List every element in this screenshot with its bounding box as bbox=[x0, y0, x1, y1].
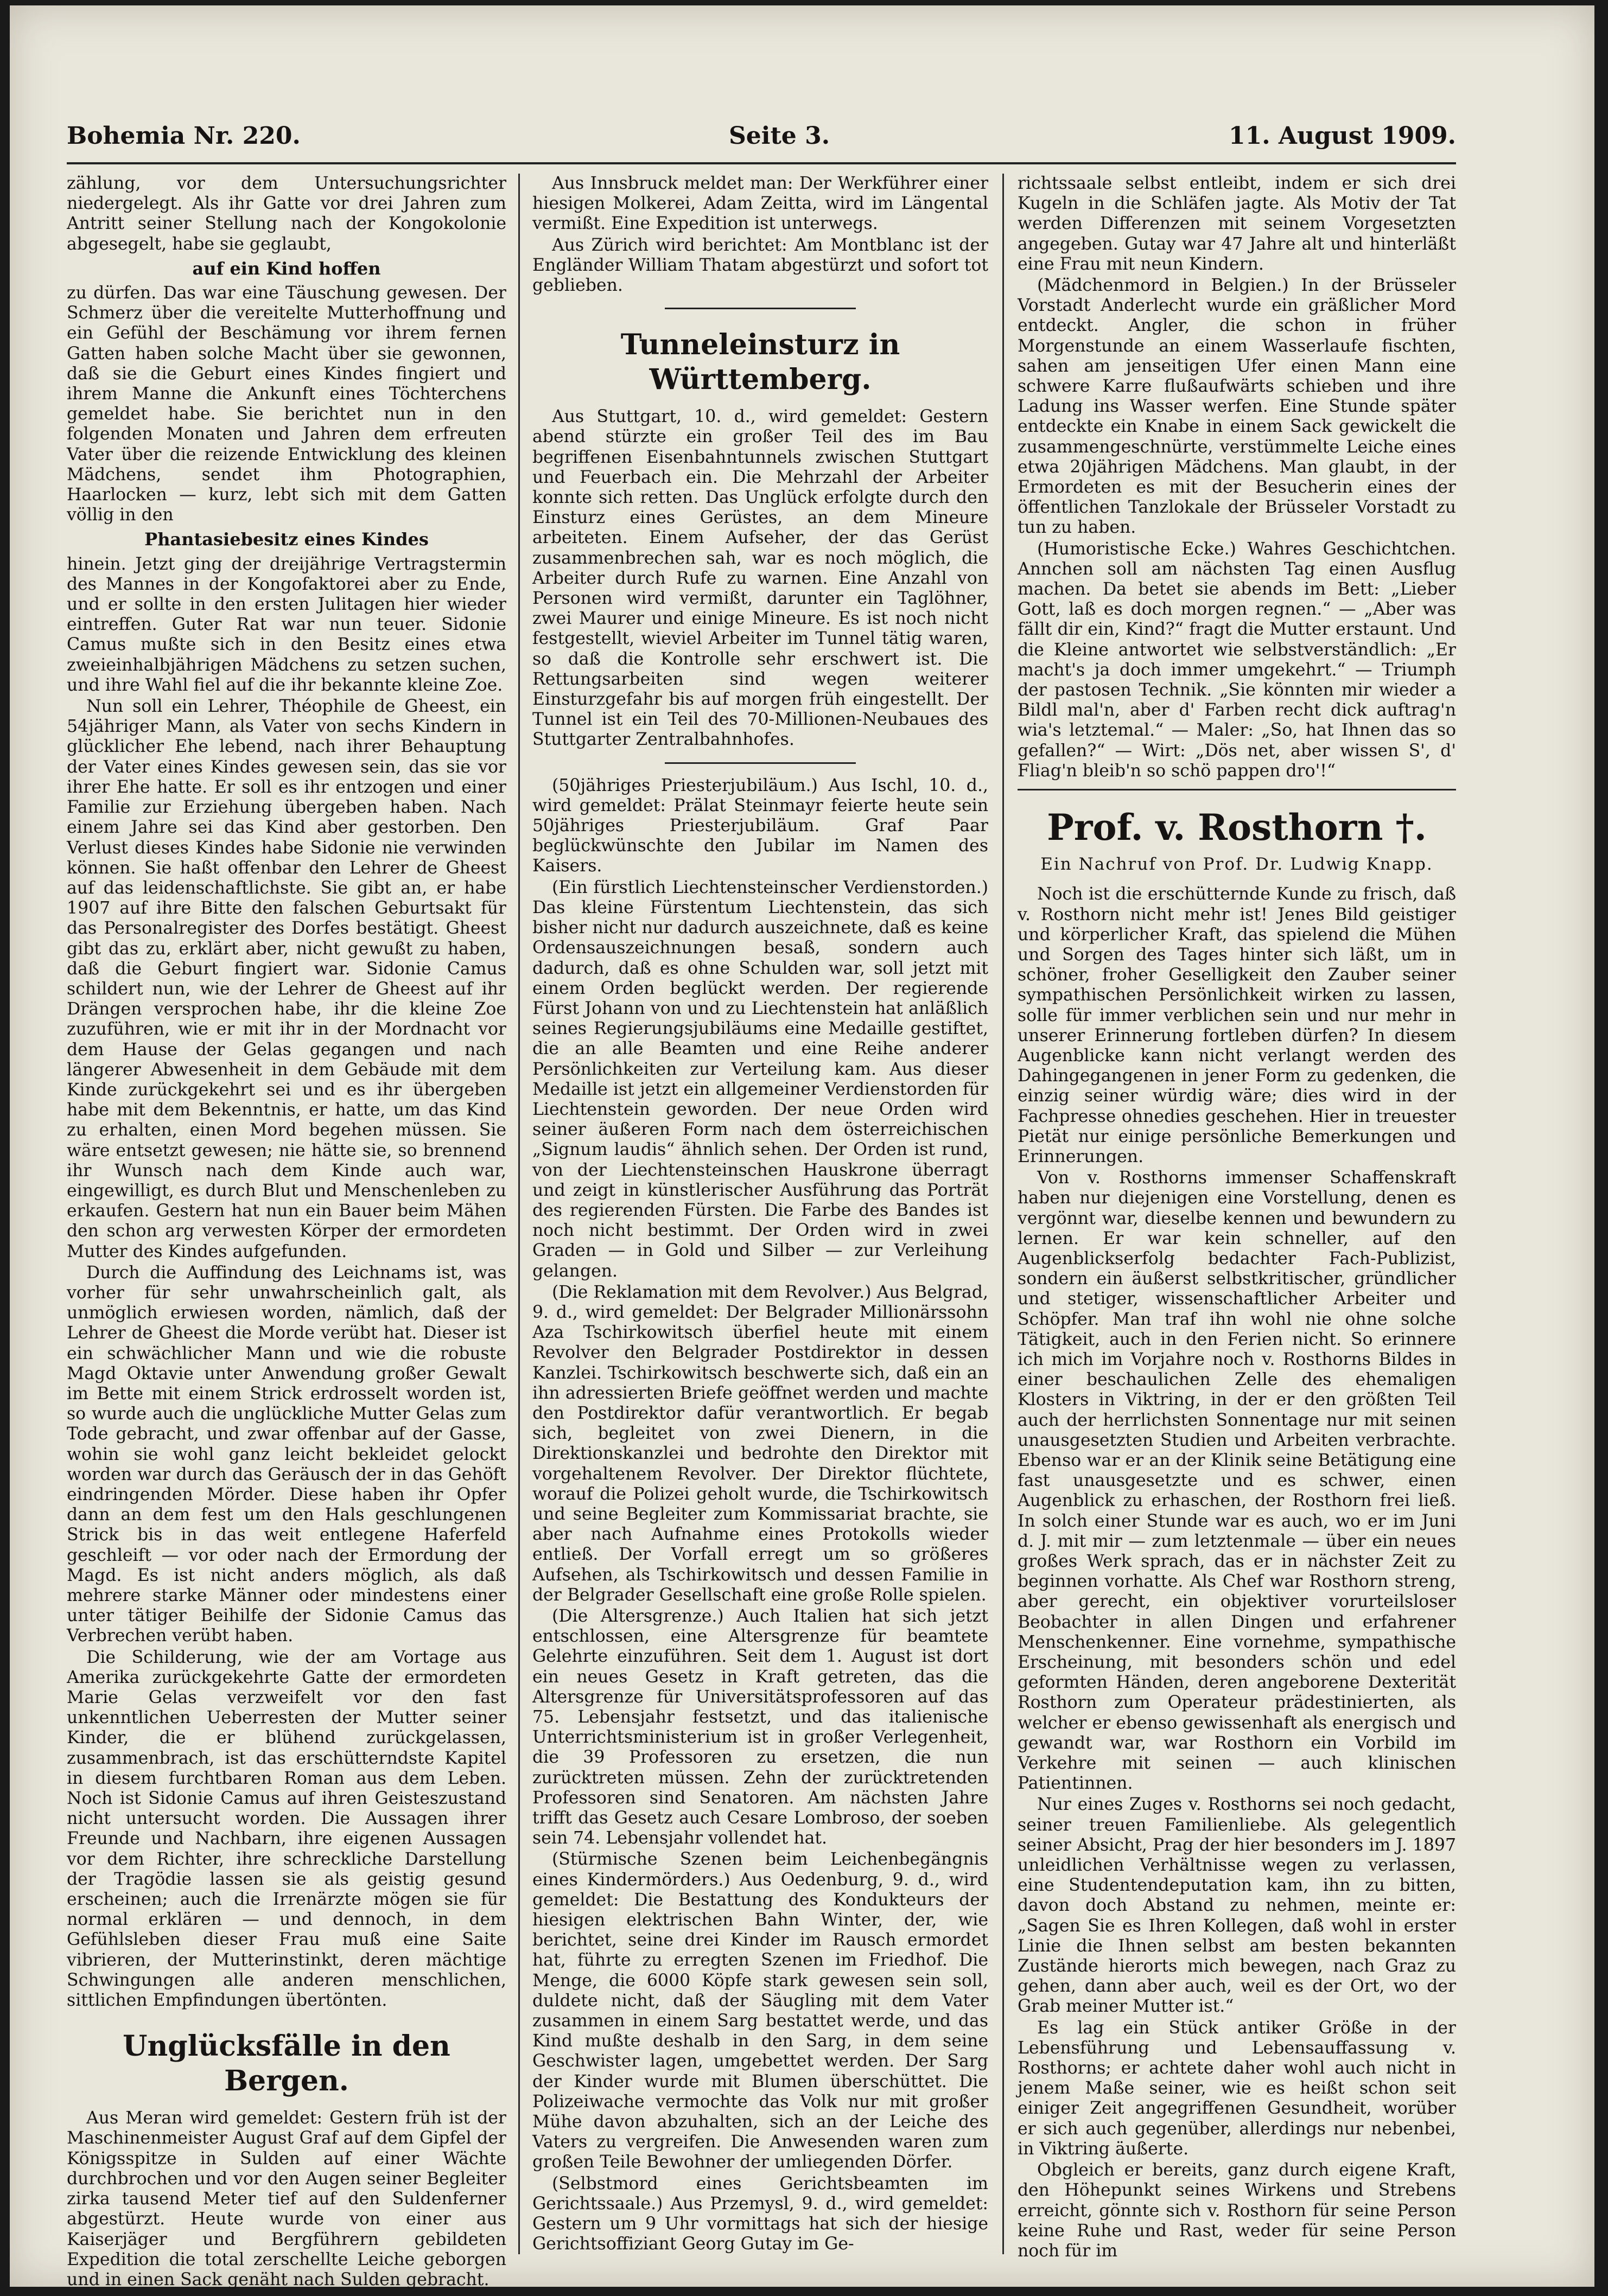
header-page-number: Seite 3. bbox=[729, 122, 830, 150]
col1-paragraph: Durch die Auffindung des Leichnams ist, was vorher für sehr unwahrscheinlich galt, als unmöglich erwiesen worden, nämlich, daß der Lehrer de Gheest die Morde verübt hat. Dieser ist ein schwächlicher Mann und wie die robuste Magd Oktavie unter Anwendung großer Gewalt im Bette mit einem Strick erdrosselt worden ist, so wurde auch die unglückliche Mutter Gelas zum Tode gebracht, und zwar offenbar auf der Gasse, wohin sie wohl ganz leicht bekleidet gelockt worden war durch das Geräusch der in das Gehöft eindringenden Mörder. Diese haben ihr Opfer dann an dem fest um den Hals geschlungenen Strick bis in das weit entlegene Haferfeld geschleift — vor oder nach der Ermordung der Magd. Es ist nicht anders möglich, als daß mehrere starke Männer oder mindestens einer unter tätiger Beihilfe der Sidonie Camus das Verbrechen verübt haben. bbox=[67, 1262, 506, 1646]
page-header bbox=[67, 122, 1456, 155]
col2-paragraph: (Ein fürstlich Liechtensteinscher Verdienstorden.) Das kleine Fürstentum Liechtenstein, das sich bisher nicht nur dadurch auszeichnete, daß es keine Ordensauszeichnungen besaß, sondern auch dadurch, daß es ohne Schulden war, soll jetzt mit einem Orden beglückt werden. Der regierende Fürst Johann von und zu Liechtenstein hat anläßlich seines Regierungsjubiläums eine Medaille gestiftet, die an alle Beamten und eine Reihe anderer Persönlichkeiten zur Verteilung kam. Aus dieser Medaille ist jetzt ein allgemeiner Verdienstorden für Liechtenstein geworden. Der neue Orden wird seiner äußeren Form nach dem österreichischen „Signum laudis“ ähnlich sehen. Der Orden ist rund, von der Liechtensteinschen Hauskrone überragt und zeigt in künstlerischer Ausführung das Porträt des regierenden Fürsten. Die Farbe des Bandes ist noch nicht bestimmt. Der Orden wird in zwei Graden — in Gold und Silber — zur Verleihung gelangen. bbox=[532, 877, 988, 1281]
col2-paragraph: (50jähriges Priesterjubiläum.) Aus Ischl, 10. d., wird gemeldet: Prälat Steinmayr feierte heute sein 50jähriges Priesterjubiläum. Graf Paar beglückwünschte den Jubilar im Namen des Kaisers. bbox=[532, 775, 988, 876]
col1-paragraph: zu dürfen. Das war eine Täuschung gewesen. Der Schmerz über die vereitelte Mutterhoffnung und ein Gefühl der Beschämung vor ihrem fernen Gatten haben solche Macht über sie gewonnen, daß sie die Geburt eines Kindes fingiert und ihrem Manne die Ankunft eines Töchterchens gemeldet habe. Sie berichtet nun in den folgenden Monaten und Jahren dem erfreuten Vater über die reizende Entwicklung des kleinen Mädchens, sendet ihm Photographien, Haarlocken — kurz, lebt sich mit dem Gatten völlig in den bbox=[67, 283, 506, 525]
col2-section-heading: Tunneleinsturz in Württemberg. bbox=[620, 328, 900, 397]
col1-paragraph: zählung, vor dem Untersuchungsrichter niedergelegt. Als ihr Gatte vor drei Jahren zum Antritt seiner Stellung nach der Kongokolonie abgesegelt, habe sie geglaubt, bbox=[67, 174, 506, 254]
col3-paragraph: richtssaale selbst entleibt, indem er sich drei Kugeln in die Schläfen jagte. Als Motiv der Tat werden Differenzen mit seinem Vorgesetzten angegeben. Gutay war 47 Jahre alt und hinterläßt eine Frau mit neun Kindern. bbox=[1018, 174, 1456, 274]
column-2 bbox=[532, 174, 988, 2265]
col3-article-title: Prof. v. Rosthorn †. bbox=[1047, 806, 1427, 849]
col1-section-heading: Unglücksfälle in den Bergen. bbox=[123, 2030, 450, 2098]
col3-byline: Ein Nachruf von Prof. Dr. Ludwig Knapp. bbox=[1040, 854, 1433, 875]
col2-paragraph: Aus Zürich wird berichtet: Am Montblanc ist der Engländer William Thatam abgestürzt und sofort tot geblieben. bbox=[532, 235, 988, 296]
col3-paragraph: Es lag ein Stück antiker Größe in der Lebensführung und Lebensauffassung v. Rosthorns; er achtete daher wohl auch nicht in jenem Maße seiner, wie es heißt schon seit einiger Zeit angegriffenen Gesundheit, worüber er sich auch gegenüber, allerdings nur nebenbei, in Viktring äußerte. bbox=[1018, 2018, 1456, 2159]
col2-paragraph: (Die Altersgrenze.) Auch Italien hat sich jetzt entschlossen, eine Altersgrenze für beamtete Gelehrte einzuführen. Seit dem 1. August ist dort ein neues Gesetz in Kraft getreten, das die Altersgrenze für Universitätsprofessoren auf das 75. Lebensjahr festsetzt, und das italienische Unterrichtsministerium ist in großer Verlegenheit, die 39 Professoren zu ersetzen, die nun zurücktreten müssen. Zehn der zurücktretenden Professoren sind Senatoren. Am nächsten Jahre trifft das Gesetz auch Cesare Lombroso, der soeben sein 74. Lebensjahr vollendet hat. bbox=[532, 1606, 988, 1848]
column-1 bbox=[67, 174, 506, 2289]
column-rule-2 bbox=[1002, 174, 1004, 2254]
col3-paragraph: Von v. Rosthorns immenser Schaffenskraft haben nur diejenigen eine Vorstellung, denen es vergönnt war, dieselbe kennen und bewundern zu lernen. Er war kein schneller, auf den Augenblickserfolg bedachter Fach-Publizist, sondern ein äußerst selbstkritischer, gründlicher und stetiger, wissenschaftlicher Arbeiter und Schöpfer. Man traf ihn wohl nie ohne solche Tätigkeit, auch in den Ferien nicht. So erinnere ich mich im Vorjahre noch v. Rosthorns Bildes in einer beschaulichen Zelle des ehemaligen Klosters in Viktring, in der er den größten Teil auch der herrlichsten Sonnentage nur mit seinen unausgesetzten Studien und Arbeiten verbrachte. Ebenso war er an der Klinik seine Betätigung eine fast unausgesetzte und es schwer, einen Augenblick zu erhaschen, der Rosthorn frei ließ. In solch einer Stunde war es auch, wo er im Juni d. J. mit mir — zum letztenmale — über ein neues großes Werk sprach, das er in nächster Zeit zu beginnen vorhatte. Als Chef war Rosthorn streng, aber gerecht, ein objektiver vorurteilsloser Beobachter in allen Dingen und erfahrener Menschenkenner. Eine vornehme, sympathische Erscheinung, mit besonders schön und edel geformten Händen, deren angeborene Dexterität Rosthorn zum Operateur prädestinierten, als welcher er ebenso gewissenhaft als energisch und gewandt war, war Rosthorn ein Vorbild im Verkehre mit seinen — auch klinischen Patientinnen. bbox=[1018, 1168, 1456, 1794]
newspaper-sheet bbox=[10, 5, 1594, 2287]
col3-paragraph: Obgleich er bereits, ganz durch eigene Kraft, den Höhepunkt seines Wirkens und Strebens erreicht, gönnte sich v. Rosthorn für seine Person keine Ruhe und Rast, weder für seine Person noch für im bbox=[1018, 2160, 1456, 2261]
col1-subheading: Phantasiebesitz eines Kindes bbox=[144, 529, 429, 550]
col3-paragraph: Nur eines Zuges v. Rosthorns sei noch gedacht, seiner treuen Familienliebe. Als gelegentlich seiner Absicht, Prag der hier besonders im J. 1897 unleidlichen Verhältnisse wegen zu verlassen, eine Studentendeputation kam, ihn zu bitten, davon doch Abstand zu nehmen, meinte er: „Sagen Sie es Ihren Kollegen, daß wohl in erster Linie die Ihnen selbst am besten bekannten Zustände hierorts mich bewegen, nach Graz zu gehen, dann aber auch, weil es der Ort, wo der Grab meiner Mutter ist.“ bbox=[1018, 1795, 1456, 2017]
newspaper-page bbox=[67, 122, 1456, 2289]
col1-paragraph: Nun soll ein Lehrer, Théophile de Gheest, ein 54jähriger Mann, als Vater von sechs Kindern in glücklicher Ehe lebend, nach ihrer Behauptung der Vater eines Kindes gewesen sein, das sie vor ihrer Ehe hatte. Er soll es ihr entzogen und einer Familie zur Erziehung übergeben haben. Nach einem Jahre sei das Kind aber gestorben. Den Verlust dieses Kindes habe Sidonie nie verwinden können. Sie haßt offenbar den Lehrer de Gheest auf das leidenschaftlichste. Sie gibt an, er habe 1907 auf ihre Bitte den falschen Geburtsakt für das Personalregister des Dorfes bestätigt. Gheest gibt das zu, erklärt aber, nicht gewußt zu haben, daß die Geburt fingiert war. Sidonie Camus schildert nun, wie der Lehrer de Gheest auf ihr Drängen versprochen habe, ihr die kleine Zoe zuzuführen, wie er mit ihr in der Mordnacht vor dem Hause der Gelas gegangen und nach längerer Abwesenheit in dem Gebäude mit dem Kinde zurückgekehrt sei und es ihr übergeben habe mit dem Bekenntnis, er hatte, um das Kind zu erhalten, einen Mord begehen müssen. Sie wäre entsetzt gewesen; nie hätte sie, so brennend ihr Wunsch nach dem Kinde auch war, eingewilligt, es durch Blut und Menschenleben zu erkaufen. Gestern hat nun ein Bauer beim Mähen den schon arg verwesten Körper der ermordeten Mutter des Kindes aufgefunden. bbox=[67, 697, 506, 1261]
col1-paragraph: Die Schilderung, wie der am Vortage aus Amerika zurückgekehrte Gatte der ermordeten Marie Gelas verzweifelt vor den fast unkenntlichen Ueberresten der Mutter seiner Kinder, die er blühend zurückgelassen, zusammenbrach, ist das erschütterndste Kapitel in diesem furchtbaren Roman aus dem Leben. Noch ist Sidonie Camus auf ihren Geisteszustand nicht untersucht worden. Die Aussagen ihrer Freunde und Nachbarn, ihre eigenen Aussagen vor dem Richter, ihre schreckliche Darstellung der Tragödie lassen sie als geistig gesund erscheinen; auch die Irrenärzte mögen sie für normal erklären — und dennoch, in dem Gefühlsleben dieser Frau muß eine Saite vibrieren, der Mutterinstinkt, deren mächtige Schwingungen alle anderen menschlichen, sittlichen Empfindungen übertönten. bbox=[67, 1647, 506, 2011]
col2-short-rule bbox=[665, 308, 856, 309]
col1-subheading: auf ein Kind hoffen bbox=[192, 258, 381, 279]
col2-paragraph: Aus Innsbruck meldet man: Der Werkführer einer hiesigen Molkerei, Adam Zeitta, wird im Längental vermißt. Eine Expedition ist unterwegs. bbox=[532, 174, 988, 234]
col1-paragraph: hinein. Jetzt ging der dreijährige Vertragstermin des Mannes in der Kongofaktorei aber zu Ende, und er sollte in den ersten Julitagen hier wieder eintreffen. Guter Rat war nun teuer. Sidonie Camus mußte sich in den Besitz eines etwa zweieinhalbjährigen Mädchens zu setzen suchen, und ihre Wahl fiel auf die ihr bekannte kleine Zoe. bbox=[67, 554, 506, 695]
col3-paragraph: (Mädchenmord in Belgien.) In der Brüsseler Vorstadt Anderlecht wurde ein gräßlicher Mord entdeckt. Angler, die schon in früher Morgenstunde an einem Wasserlaufe fischten, sahen am jenseitigen Ufer einen Mann eine schwere Karre flußaufwärts schieben und ihre Ladung ins Wasser werfen. Eine Stunde später entdeckte ein Knabe in einem Sack gewickelt die zusammengeschnürte, verstümmelte Leiche eines etwa 20jährigen Mädchens. Man glaubt, in der Ermordeten es mit der Besucherin eines der öffentlichen Tanzlokale der Brüsseler Vorstadt zu tun zu haben. bbox=[1018, 276, 1456, 538]
col3-section-rule bbox=[1018, 789, 1456, 790]
col1-paragraph: Aus Meran wird gemeldet: Gestern früh ist der Maschinenmeister August Graf auf dem Gipfel der Königsspitze in Sulden auf einer Wächte durchbrochen und vor den Augen seiner Begleiter zirka tausend Meter tief auf den Suldenferner abgestürzt. Heute wurde von einer aus Kaiserjäger und Bergführern gebildeten Expedition die total zerschellte Leiche geborgen und in einen Sack genäht nach Sulden gebracht. bbox=[67, 2108, 506, 2289]
col2-paragraph: (Selbstmord eines Gerichtsbeamten im Gerichtssaale.) Aus Przemysl, 9. d., wird gemeldet: Gestern um 9 Uhr vormittags hat sich der hiesige Gerichtsoffiziant Georg Gutay im Ge- bbox=[532, 2173, 988, 2254]
col2-paragraph: (Die Reklamation mit dem Revolver.) Aus Belgrad, 9. d., wird gemeldet: Der Belgrader Millionärssohn Aza Tschirkowitsch überfiel heute mit einem Revolver den Belgrader Postdirektor in dessen Kanzlei. Tschirkowitsch beschwerte sich, daß ein an ihn adressierten Briefe geöffnet werden und machte den Postdirektor dafür verantwortlich. Er begab sich, begleitet von zwei Dienern, in die Direktionskanzlei und bedrohte den Direktor mit vorgehaltenem Revolver. Der Direktor flüchtete, worauf die Polizei geholt wurde, die Tschirkowitsch und seine Begleiter zum Kommissariat brachte, sie aber nach Aufnahme eines Protokolls wieder entließ. Der Vorfall erregt um so größeres Aufsehen, als Tschirkowitsch und dessen Familie in der Belgrader Gesellschaft eine große Rolle spielen. bbox=[532, 1282, 988, 1605]
col3-paragraph: (Humoristische Ecke.) Wahres Geschichtchen. Annchen soll am nächsten Tag einen Ausflug machen. Da betet sie abends im Bett: „Lieber Gott, laß es doch morgen regnen.“ — „Aber was fällt dir ein, Kind?“ fragt die Mutter erstaunt. Und die Kleine antwortet wie selbstverständlich: „Er macht's ja doch immer umgekehrt.“ — Triumph der pastosen Technik. „Sie könnten mir wieder a Bildl mal'n, aber d' Farben recht dick auftrag'n wia's letztemal.“ — Maler: „So, hat Ihnen das so gefallen?“ — Wirt: „Dös net, aber wissen S', d' Fliag'n bleib'n so schö pappen dro'!“ bbox=[1018, 539, 1456, 781]
col2-short-rule bbox=[665, 762, 856, 764]
col2-paragraph: (Stürmische Szenen beim Leichenbegängnis eines Kindermörders.) Aus Oedenburg, 9. d., wird gemeldet: Die Bestattung des Kondukteurs der hiesigen elektrischen Bahn Winter, der, wie berichtet, seine drei Kinder im Rausch ermordet hat, führte zu erregten Szenen im Friedhof. Die Menge, die 6000 Köpfe stark gewesen sein soll, duldete nicht, daß der Säugling mit dem Vater zusammen in einem Sarg bestattet werde, und das Kind mußte deshalb in den Sarg, in dem seine Geschwister lagen, umgebettet werden. Der Sarg der Kinder wurde mit Blumen überschüttet. Die Polizeiwache vermochte das Volk nur mit großer Mühe davon abzuhalten, sich an der Leiche des Vaters zu vergreifen. Die Anwesenden waren zum großen Teile Bewohner der umliegenden Dörfer. bbox=[532, 1849, 988, 2172]
header-rule bbox=[67, 162, 1456, 164]
column-3 bbox=[1018, 174, 1456, 2265]
header-date: 11. August 1909. bbox=[1229, 122, 1456, 150]
column-rule-1 bbox=[518, 174, 520, 2254]
header-issue: Bohemia Nr. 220. bbox=[67, 122, 301, 150]
col3-paragraph: Noch ist die erschütternde Kunde zu frisch, daß v. Rosthorn nicht mehr ist! Jenes Bild geistiger und körperlicher Kraft, das spielend die Mühen und Sorgen des Tages hinter sich läßt, um in schöner, froher Geselligkeit den Zauber seiner sympathischen Persönlichkeit wirken zu lassen, solle für immer verblichen sein und nur mehr in unserer Erinnerung fortleben dürfen? In diesem Augenblicke kann nicht verlangt werden des Dahingegangenen in jener Form zu gedenken, die einzig seiner würdig wäre; dies wird in der Fachpresse ohnedies geschehen. Hier in treuester Pietät nur einige persönliche Bemerkungen und Erinnerungen. bbox=[1018, 884, 1456, 1166]
col2-paragraph: Aus Stuttgart, 10. d., wird gemeldet: Gestern abend stürzte ein großer Teil des im Bau begriffenen Eisenbahntunnels zwischen Stuttgart und Feuerbach ein. Die Mehrzahl der Arbeiter konnte sich retten. Das Unglück erfolgte durch den Einsturz eines Gerüstes, an dem Mineure arbeiteten. Einem Aufseher, der das Gerüst zusammenbrechen sah, war es noch möglich, die Arbeiter durch Rufe zu warnen. Eine Anzahl von Personen wird vermißt, darunter ein Taglöhner, zwei Maurer und einige Mineure. Es ist noch nicht festgestellt, wieviel Arbeiter im Tunnel tätig waren, so daß die Kontrolle sehr erschwert ist. Die Rettungsarbeiten sind wegen weiterer Einsturzgefahr bis auf morgen früh eingestellt. Der Tunnel ist ein Teil des 70-Millionen-Neubaues des Stuttgarter Zentralbahnhofes. bbox=[532, 407, 988, 750]
